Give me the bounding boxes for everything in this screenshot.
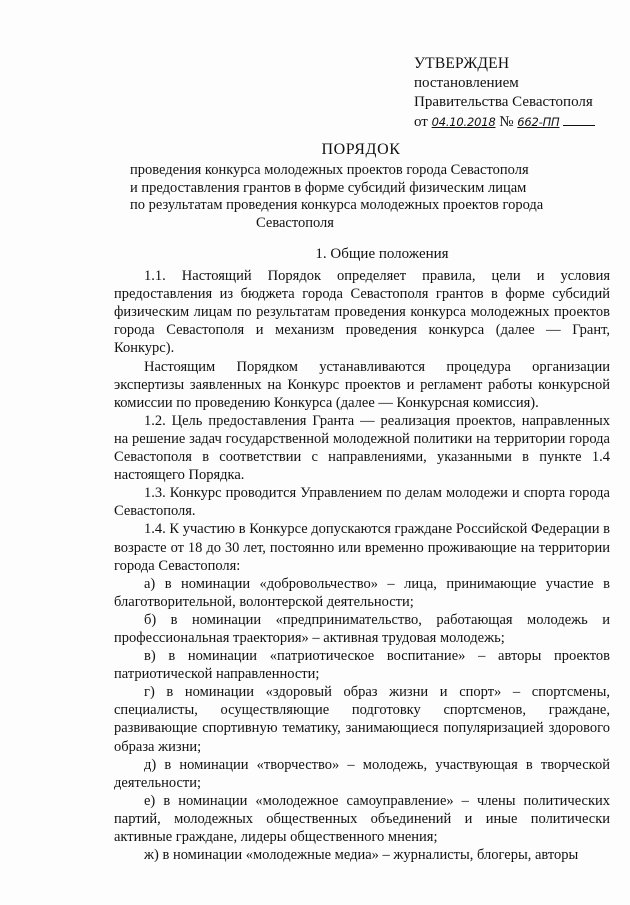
approval-date-handwritten: 04.10.2018 <box>431 114 496 129</box>
paragraph-1-4: 1.4. К участию в Конкурсе допускаются граждане Российской Федерации в возрасте от 18 до 30 лет, постоянно или временно проживающие на территории города Севастополя: <box>114 521 610 574</box>
list-item-a: а) в номинации «добровольчество» – лица, принимающие участие в благотворительной, волонтерской деятельности; <box>114 575 610 610</box>
list-item-b: б) в номинации «предпринимательство, работающая молодежь и профессиональная траектория» – активная трудовая молодежь; <box>114 611 610 646</box>
paragraph-procedure: Настоящим Порядком устанавливаются процедура организации экспертизы заявленных на Конкурс проектов и регламент работы конкурсной комиссии по проведению Конкурса (далее — Конкурсная комиссия). <box>114 358 610 411</box>
document-body <box>114 245 610 864</box>
approval-number-sign: № <box>499 113 514 130</box>
approval-date-number-line <box>414 113 619 133</box>
paragraph-1-3: 1.3. Конкурс проводится Управлением по делам молодежи и спорта города Севастополя. <box>114 485 610 520</box>
section-title: 1. Общие положения <box>315 246 449 262</box>
paragraph-1-2: 1.2. Цель предоставления Гранта — реализация проектов, направленных на решение задач государственной молодежной политики на территории города Севастополя в соответствии с направлениями, указанными в пункте 1.4 настоящего Порядка. <box>114 412 610 484</box>
approval-date-prefix: от <box>414 113 428 130</box>
approval-line-resolution: постановлением <box>414 74 519 91</box>
subtitle-line: Севастополя <box>256 214 334 231</box>
subtitle-line: проведения конкурса молодежных проектов города Севастополя <box>130 162 529 178</box>
approval-line-government: Правительства Севастополя <box>414 94 593 110</box>
subtitle-line: и предоставления грантов в форме субсидий физическим лицам <box>130 179 527 196</box>
document-title: ПОРЯДОК <box>321 141 401 158</box>
list-item-v: в) в номинации «патриотическое воспитание» – авторы проектов патриотической направленности; <box>114 648 610 683</box>
list-item-e: е) в номинации «молодежное самоуправление» – члены политических партий, молодежных общественных объединений и иные политически активные граждане, лидеры общественного мнения; <box>114 792 610 845</box>
list-item-g: г) в номинации «здоровый образ жизни и спорт» – спортсмены, специалисты, осуществляющие подготовку спортсменов, граждане, развивающие спортивную тематику, занимающиеся популяризацией здорового образа жизни; <box>114 684 610 755</box>
paragraph-1-1: 1.1. Настоящий Порядок определяет правила, цели и условия предоставления из бюджета города Севастополя грантов в форме субсидий физическим лицам по результатам проведения конкурса молодежных проектов города Севастополя и механизм проведения конкурса (далее — Грант, Конкурс). <box>114 268 610 357</box>
document-subtitle <box>130 162 544 232</box>
subtitle-line: по результатам проведения конкурса молодежных проектов города <box>130 197 544 213</box>
list-item-d: д) в номинации «творчество» – молодежь, участвующая в творческой деятельности; <box>114 756 610 791</box>
approval-heading: УТВЕРЖДЕН <box>414 55 510 72</box>
approval-number-handwritten: 662-ПП <box>517 114 560 129</box>
list-item-zh: ж) в номинации «молодежные медиа» – журналисты, блогеры, авторы <box>144 847 579 864</box>
approval-block <box>414 54 619 132</box>
approval-underline <box>563 115 595 126</box>
